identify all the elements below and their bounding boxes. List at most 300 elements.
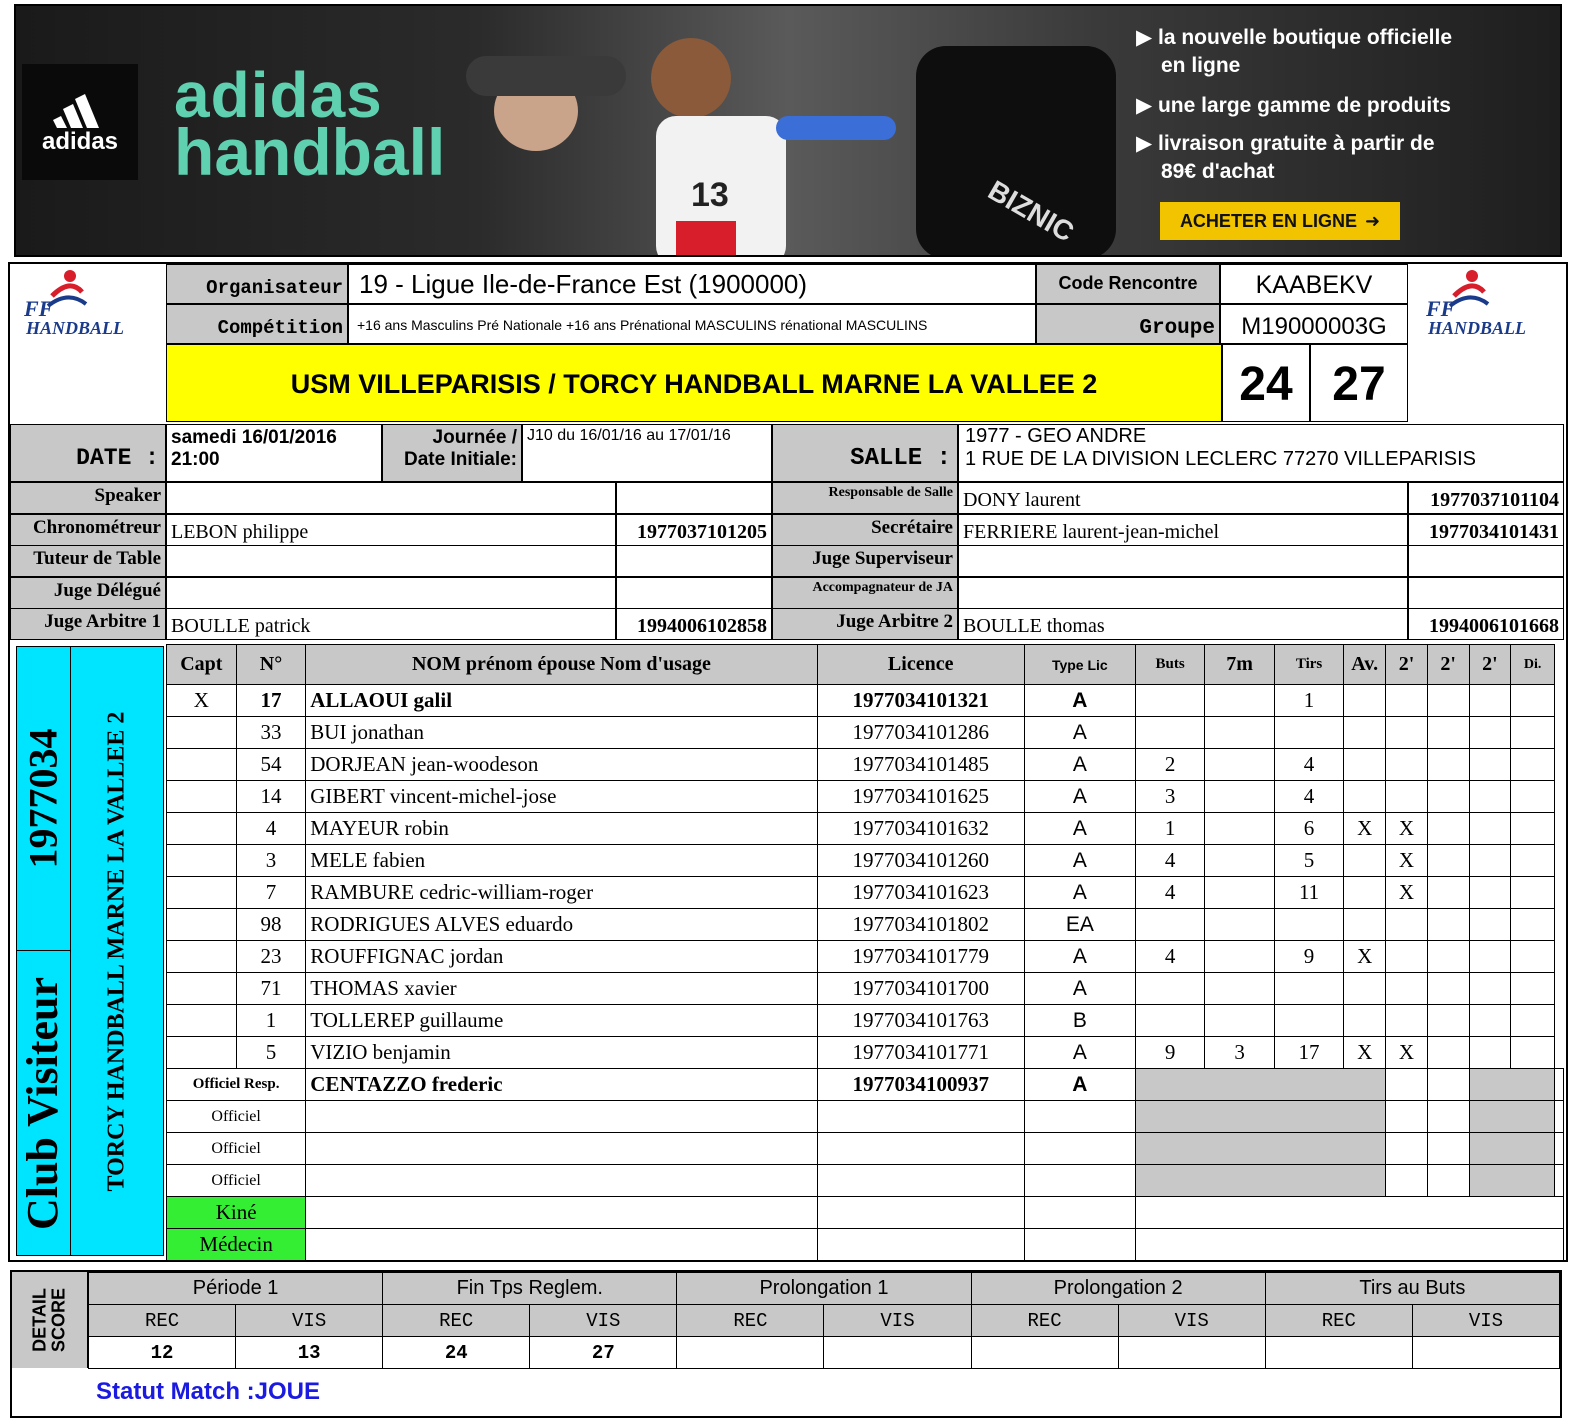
player-num: 98 bbox=[236, 909, 306, 941]
player-tirs: 1 bbox=[1274, 685, 1343, 717]
staff-left-label: Speaker bbox=[10, 482, 166, 514]
player-di bbox=[1511, 1005, 1555, 1037]
staff-right-name bbox=[958, 577, 1408, 609]
player-tirs: 17 bbox=[1274, 1037, 1343, 1069]
medical-cell bbox=[817, 1197, 1024, 1229]
player-7m bbox=[1205, 877, 1274, 909]
staff-left-id bbox=[616, 545, 772, 577]
player-buts bbox=[1135, 717, 1205, 749]
score-rec-value bbox=[1265, 1337, 1412, 1369]
club-number: 1977034 bbox=[20, 728, 66, 868]
player-nom: THOMAS xavier bbox=[306, 973, 817, 1005]
player-m2 bbox=[1427, 941, 1469, 973]
banner-bullet-3: ▶ livraison gratuite à partir de bbox=[1136, 132, 1435, 155]
official-role: Officiel bbox=[167, 1165, 306, 1197]
player-num: 54 bbox=[236, 749, 306, 781]
logo-ff-text: FF bbox=[24, 296, 54, 321]
player-num: 3 bbox=[236, 845, 306, 877]
player-licence: 1977034101623 bbox=[817, 877, 1024, 909]
player-capt bbox=[167, 781, 237, 813]
player-7m bbox=[1205, 717, 1274, 749]
player-m1: X bbox=[1386, 813, 1428, 845]
rec-label: REC bbox=[971, 1305, 1118, 1337]
player-buts bbox=[1135, 1005, 1205, 1037]
staff-right-id bbox=[1408, 545, 1564, 577]
player-tirs: 11 bbox=[1274, 877, 1343, 909]
player-av bbox=[1344, 749, 1386, 781]
staff-right-name: DONY laurent bbox=[958, 482, 1408, 514]
journee-label: Journée / bbox=[432, 427, 517, 448]
player-licence: 1977034101700 bbox=[817, 973, 1024, 1005]
player-m3 bbox=[1469, 781, 1511, 813]
official-name bbox=[306, 1133, 817, 1165]
player-av bbox=[1344, 973, 1386, 1005]
player-tirs: 5 bbox=[1274, 845, 1343, 877]
score-away: 27 bbox=[1310, 344, 1408, 422]
staff-left-label: Chronométreur bbox=[10, 514, 166, 546]
competition-value: +16 ans Masculins Pré Nationale +16 ans Prénational MASCULINS rénational MASCULINS bbox=[348, 304, 1036, 344]
player-7m bbox=[1205, 1005, 1274, 1037]
player-capt bbox=[167, 1005, 237, 1037]
staff-left-id bbox=[616, 482, 772, 514]
col-type-lic: Type Lic bbox=[1024, 645, 1135, 685]
official-type bbox=[1024, 1101, 1135, 1133]
official-role: Officiel Resp. bbox=[167, 1069, 306, 1101]
official-name bbox=[306, 1101, 817, 1133]
players-table bbox=[166, 644, 1564, 1261]
player-capt bbox=[167, 941, 237, 973]
player-7m: 3 bbox=[1205, 1037, 1274, 1069]
banner-bullet-1: ▶ la nouvelle boutique officielle bbox=[1136, 26, 1453, 49]
player-buts: 4 bbox=[1135, 845, 1205, 877]
player-di bbox=[1511, 749, 1555, 781]
player-type: A bbox=[1024, 685, 1135, 717]
player-m2 bbox=[1427, 845, 1469, 877]
adidas-banner[interactable] bbox=[14, 4, 1562, 257]
player-tirs: 9 bbox=[1274, 941, 1343, 973]
player-m2 bbox=[1427, 909, 1469, 941]
player-capt bbox=[167, 749, 237, 781]
player-m1 bbox=[1386, 685, 1428, 717]
banner-bullet-1b: en ligne bbox=[1161, 54, 1241, 77]
player-di bbox=[1511, 781, 1555, 813]
staff-left-name bbox=[166, 577, 616, 609]
col-nom: NOM prénom épouse Nom d'usage bbox=[306, 645, 817, 685]
player-di bbox=[1511, 877, 1555, 909]
banner-bullet-2: ▶ une large gamme de produits bbox=[1136, 94, 1451, 117]
col-av: Av. bbox=[1344, 645, 1386, 685]
score-vis-value: 27 bbox=[530, 1337, 677, 1369]
player-m3 bbox=[1469, 973, 1511, 1005]
official-av bbox=[1386, 1101, 1428, 1133]
player-av bbox=[1344, 877, 1386, 909]
ffhb-logo-icon bbox=[12, 266, 162, 340]
official-di bbox=[1555, 1101, 1564, 1133]
player-licence: 1977034101763 bbox=[817, 1005, 1024, 1037]
player-buts: 1 bbox=[1135, 813, 1205, 845]
journee-value: J10 du 16/01/16 au 17/01/16 bbox=[522, 424, 772, 482]
player-num: 17 bbox=[236, 685, 306, 717]
player-7m bbox=[1205, 813, 1274, 845]
staff-left-label: Juge Délégué bbox=[10, 577, 166, 609]
player-m2 bbox=[1427, 749, 1469, 781]
player-num: 33 bbox=[236, 717, 306, 749]
official-gray-2min bbox=[1469, 1069, 1554, 1101]
staff-right-id: 1994006101668 bbox=[1408, 608, 1564, 640]
medical-cell bbox=[306, 1197, 817, 1229]
player-tirs bbox=[1274, 973, 1343, 1005]
buy-online-button[interactable] bbox=[1160, 202, 1400, 240]
player-nom: MELE fabien bbox=[306, 845, 817, 877]
score-detail-table bbox=[88, 1272, 1560, 1369]
official-gray-2min bbox=[1469, 1165, 1554, 1197]
official-type bbox=[1024, 1133, 1135, 1165]
groupe-value: M19000003G bbox=[1220, 304, 1408, 344]
rec-label: REC bbox=[1265, 1305, 1412, 1337]
col-capt: Capt bbox=[167, 645, 237, 685]
medical-cell bbox=[1135, 1229, 1563, 1261]
official-gray-block bbox=[1135, 1069, 1385, 1101]
score-rec-value: 24 bbox=[383, 1337, 530, 1369]
ffhb-logo-icon bbox=[1414, 266, 1564, 340]
player-buts: 4 bbox=[1135, 877, 1205, 909]
player-m1 bbox=[1386, 973, 1428, 1005]
match-title: USM VILLEPARISIS / TORCY HANDBALL MARNE LA VALLEE 2 bbox=[166, 344, 1222, 422]
player-di bbox=[1511, 813, 1555, 845]
official-licence: 1977034100937 bbox=[817, 1069, 1024, 1101]
player-capt bbox=[167, 1037, 237, 1069]
col-2min-3: 2' bbox=[1469, 645, 1511, 685]
player-capt bbox=[167, 813, 237, 845]
vis-label: VIS bbox=[824, 1305, 971, 1337]
player-7m bbox=[1205, 845, 1274, 877]
official-type bbox=[1024, 1165, 1135, 1197]
date-initiale-label: Date Initiale: bbox=[404, 449, 517, 470]
player-row bbox=[167, 749, 1564, 781]
player-licence: 1977034101632 bbox=[817, 813, 1024, 845]
journee-label-cell bbox=[382, 424, 522, 482]
player-av bbox=[1344, 1005, 1386, 1037]
player-m3 bbox=[1469, 845, 1511, 877]
player-buts: 3 bbox=[1135, 781, 1205, 813]
official-av bbox=[1386, 1133, 1428, 1165]
player-av: X bbox=[1344, 813, 1386, 845]
date-value: samedi 16/01/2016 bbox=[171, 427, 337, 448]
official-gray-block bbox=[1135, 1133, 1385, 1165]
player-m3 bbox=[1469, 717, 1511, 749]
medical-cell bbox=[1024, 1229, 1135, 1261]
player-tirs bbox=[1274, 1005, 1343, 1037]
arrow-right-icon: ➜ bbox=[1364, 210, 1381, 231]
player-m1 bbox=[1386, 941, 1428, 973]
detail-score-label: DETAIL SCORE bbox=[29, 1288, 69, 1353]
player-tirs: 4 bbox=[1274, 749, 1343, 781]
competition-label: Compétition bbox=[166, 304, 348, 344]
player-capt: X bbox=[167, 685, 237, 717]
player-num: 5 bbox=[236, 1037, 306, 1069]
player-type: A bbox=[1024, 749, 1135, 781]
player-num: 14 bbox=[236, 781, 306, 813]
player-row bbox=[167, 1005, 1564, 1037]
player-m1 bbox=[1386, 781, 1428, 813]
adidas-stripes-icon bbox=[53, 88, 107, 128]
official-av bbox=[1386, 1165, 1428, 1197]
official-di bbox=[1555, 1165, 1564, 1197]
player-buts: 9 bbox=[1135, 1037, 1205, 1069]
score-vis-value bbox=[824, 1337, 971, 1369]
player-number-text: 13 bbox=[691, 176, 729, 214]
official-licence bbox=[817, 1165, 1024, 1197]
rec-label: REC bbox=[89, 1305, 236, 1337]
player-type: A bbox=[1024, 845, 1135, 877]
player-num: 4 bbox=[236, 813, 306, 845]
medical-role: Médecin bbox=[167, 1229, 306, 1261]
player-nom: TOLLEREP guillaume bbox=[306, 1005, 817, 1037]
player-m2 bbox=[1427, 813, 1469, 845]
staff-left-name bbox=[166, 482, 616, 514]
official-role: Officiel bbox=[167, 1133, 306, 1165]
player-tirs: 6 bbox=[1274, 813, 1343, 845]
team-name-cell bbox=[70, 646, 164, 1256]
player-buts bbox=[1135, 685, 1205, 717]
period-label: Prolongation 1 bbox=[677, 1273, 971, 1305]
player-7m bbox=[1205, 973, 1274, 1005]
medical-cell bbox=[817, 1229, 1024, 1261]
player-row bbox=[167, 877, 1564, 909]
player-nom: BUI jonathan bbox=[306, 717, 817, 749]
banner-title-line2: handball bbox=[174, 115, 446, 189]
period-label: Prolongation 2 bbox=[971, 1273, 1265, 1305]
player-row bbox=[167, 685, 1564, 717]
player-licence: 1977034101771 bbox=[817, 1037, 1024, 1069]
score-vis-value: 13 bbox=[236, 1337, 383, 1369]
opponent-name-text: BIZNIC bbox=[983, 174, 1080, 248]
player-num: 1 bbox=[236, 1005, 306, 1037]
vis-label: VIS bbox=[530, 1305, 677, 1337]
period-header-row bbox=[89, 1273, 1560, 1305]
banner-bullet-3b: 89€ d'achat bbox=[1161, 160, 1275, 183]
medical-role: Kiné bbox=[167, 1197, 306, 1229]
player-nom: RAMBURE cedric-william-roger bbox=[306, 877, 817, 909]
player-buts: 4 bbox=[1135, 941, 1205, 973]
player-type: A bbox=[1024, 717, 1135, 749]
official-gray-block bbox=[1135, 1165, 1385, 1197]
player-capt bbox=[167, 909, 237, 941]
vis-label: VIS bbox=[1118, 1305, 1265, 1337]
official-2min bbox=[1427, 1165, 1469, 1197]
detail-score-label-cell bbox=[12, 1272, 88, 1368]
player-av: X bbox=[1344, 1037, 1386, 1069]
official-name bbox=[306, 1165, 817, 1197]
medical-cell bbox=[306, 1229, 817, 1261]
player-av bbox=[1344, 685, 1386, 717]
staff-left-id bbox=[616, 577, 772, 609]
player-m3 bbox=[1469, 1005, 1511, 1037]
official-2min bbox=[1427, 1101, 1469, 1133]
player-type: A bbox=[1024, 941, 1135, 973]
player-row bbox=[167, 941, 1564, 973]
player-av bbox=[1344, 845, 1386, 877]
player-type: A bbox=[1024, 877, 1135, 909]
buy-online-label: ACHETER EN LIGNE bbox=[1179, 210, 1357, 231]
player-row bbox=[167, 973, 1564, 1005]
staff-left-id: 1994006102858 bbox=[616, 608, 772, 640]
time-value: 21:00 bbox=[171, 449, 220, 470]
official-di bbox=[1555, 1069, 1564, 1101]
official-type: A bbox=[1024, 1069, 1135, 1101]
player-av bbox=[1344, 909, 1386, 941]
player-m3 bbox=[1469, 941, 1511, 973]
staff-left-name: LEBON philippe bbox=[166, 514, 616, 546]
logo-ff-text: FF bbox=[1426, 296, 1456, 321]
player-m1: X bbox=[1386, 845, 1428, 877]
player-row bbox=[167, 1037, 1564, 1069]
player-licence: 1977034101321 bbox=[817, 685, 1024, 717]
col-licence: Licence bbox=[817, 645, 1024, 685]
player-type: A bbox=[1024, 813, 1135, 845]
salle-name: 1977 - GEO ANDRE bbox=[965, 425, 1147, 447]
staff-left-label: Tuteur de Table bbox=[10, 545, 166, 577]
player-7m bbox=[1205, 685, 1274, 717]
player-row bbox=[167, 909, 1564, 941]
staff-left-id: 1977037101205 bbox=[616, 514, 772, 546]
side-header-row bbox=[89, 1305, 1560, 1337]
player-buts bbox=[1135, 909, 1205, 941]
official-av bbox=[1386, 1069, 1428, 1101]
medical-row bbox=[167, 1229, 1564, 1261]
player-di bbox=[1511, 941, 1555, 973]
official-gray-2min bbox=[1469, 1101, 1554, 1133]
score-home: 24 bbox=[1222, 344, 1310, 422]
player-m1 bbox=[1386, 1005, 1428, 1037]
score-values-row bbox=[89, 1337, 1560, 1369]
player-nom: VIZIO benjamin bbox=[306, 1037, 817, 1069]
period-label: Tirs au Buts bbox=[1265, 1273, 1559, 1305]
score-vis-value bbox=[1118, 1337, 1265, 1369]
official-row bbox=[167, 1069, 1564, 1101]
player-m3 bbox=[1469, 813, 1511, 845]
staff-right-label: Accompagnateur de JA bbox=[772, 577, 958, 609]
date-value-cell bbox=[166, 424, 382, 482]
player-m3 bbox=[1469, 877, 1511, 909]
player-licence: 1977034101779 bbox=[817, 941, 1024, 973]
col-di: Di. bbox=[1511, 645, 1555, 685]
score-rec-value bbox=[971, 1337, 1118, 1369]
player-type: A bbox=[1024, 781, 1135, 813]
score-vis-value bbox=[1412, 1337, 1559, 1369]
banner-players-image bbox=[446, 6, 1126, 257]
col-2min-1: 2' bbox=[1386, 645, 1428, 685]
ffhb-logo-left bbox=[12, 266, 162, 340]
club-label-cell bbox=[16, 950, 70, 1256]
player-row bbox=[167, 781, 1564, 813]
medical-cell bbox=[1135, 1197, 1563, 1229]
player-m2 bbox=[1427, 877, 1469, 909]
col-7m: 7m bbox=[1205, 645, 1274, 685]
player-m1: X bbox=[1386, 1037, 1428, 1069]
official-licence bbox=[817, 1101, 1024, 1133]
player-nom: ALLAOUI galil bbox=[306, 685, 817, 717]
official-name: CENTAZZO frederic bbox=[306, 1069, 817, 1101]
player-num: 23 bbox=[236, 941, 306, 973]
official-gray-2min bbox=[1469, 1133, 1554, 1165]
player-licence: 1977034101802 bbox=[817, 909, 1024, 941]
players-header-row bbox=[167, 645, 1564, 685]
vis-label: VIS bbox=[236, 1305, 383, 1337]
staff-right-name: BOULLE thomas bbox=[958, 608, 1408, 640]
player-av bbox=[1344, 781, 1386, 813]
player-di bbox=[1511, 909, 1555, 941]
match-status: Statut Match :JOUE bbox=[96, 1378, 321, 1405]
player-di bbox=[1511, 717, 1555, 749]
player-7m bbox=[1205, 781, 1274, 813]
player-capt bbox=[167, 845, 237, 877]
salle-label: SALLE : bbox=[772, 424, 958, 482]
player-type: A bbox=[1024, 973, 1135, 1005]
organisateur-value: 19 - Ligue Ile-de-France Est (1900000) bbox=[348, 264, 1036, 304]
player-m2 bbox=[1427, 717, 1469, 749]
player-m3 bbox=[1469, 749, 1511, 781]
player-licence: 1977034101286 bbox=[817, 717, 1024, 749]
club-number-cell bbox=[16, 646, 70, 950]
player-nom: GIBERT vincent-michel-jose bbox=[306, 781, 817, 813]
staff-right-id: 1977037101104 bbox=[1408, 482, 1564, 514]
player-m1 bbox=[1386, 749, 1428, 781]
logo-handball-text: HANDBALL bbox=[1428, 318, 1527, 338]
adidas-logo-text: adidas bbox=[41, 128, 119, 155]
player-num: 71 bbox=[236, 973, 306, 1005]
period-label: Période 1 bbox=[89, 1273, 383, 1305]
date-label: DATE : bbox=[10, 424, 166, 482]
player-buts: 2 bbox=[1135, 749, 1205, 781]
player-7m bbox=[1205, 941, 1274, 973]
player-tirs: 4 bbox=[1274, 781, 1343, 813]
player-row bbox=[167, 717, 1564, 749]
vis-label: VIS bbox=[1412, 1305, 1559, 1337]
player-buts bbox=[1135, 973, 1205, 1005]
score-rec-value: 12 bbox=[89, 1337, 236, 1369]
player-m3 bbox=[1469, 1037, 1511, 1069]
organisateur-label: Organisateur bbox=[166, 264, 348, 304]
official-2min bbox=[1427, 1069, 1469, 1101]
official-role: Officiel bbox=[167, 1101, 306, 1133]
staff-right-label: Responsable de Salle bbox=[772, 482, 958, 514]
groupe-label: Groupe bbox=[1036, 304, 1220, 344]
ffhb-logo-right bbox=[1414, 266, 1564, 340]
team-name: TORCY HANDBALL MARNE LA VALLEE 2 bbox=[103, 711, 130, 1191]
player-7m bbox=[1205, 749, 1274, 781]
player-di bbox=[1511, 685, 1555, 717]
staff-right-label: Juge Superviseur bbox=[772, 545, 958, 577]
player-di bbox=[1511, 845, 1555, 877]
official-licence bbox=[817, 1133, 1024, 1165]
player-licence: 1977034101260 bbox=[817, 845, 1024, 877]
medical-cell bbox=[1024, 1197, 1135, 1229]
staff-right-name: FERRIERE laurent-jean-michel bbox=[958, 514, 1408, 546]
score-rec-value bbox=[677, 1337, 824, 1369]
rec-label: REC bbox=[383, 1305, 530, 1337]
player-m3 bbox=[1469, 685, 1511, 717]
code-rencontre-value: KAABEKV bbox=[1220, 264, 1408, 304]
player-7m bbox=[1205, 909, 1274, 941]
player-licence: 1977034101625 bbox=[817, 781, 1024, 813]
player-capt bbox=[167, 877, 237, 909]
club-label: Club Visiteur bbox=[18, 976, 68, 1230]
player-m3 bbox=[1469, 909, 1511, 941]
player-nom: ROUFFIGNAC jordan bbox=[306, 941, 817, 973]
player-row bbox=[167, 845, 1564, 877]
official-di bbox=[1555, 1133, 1564, 1165]
